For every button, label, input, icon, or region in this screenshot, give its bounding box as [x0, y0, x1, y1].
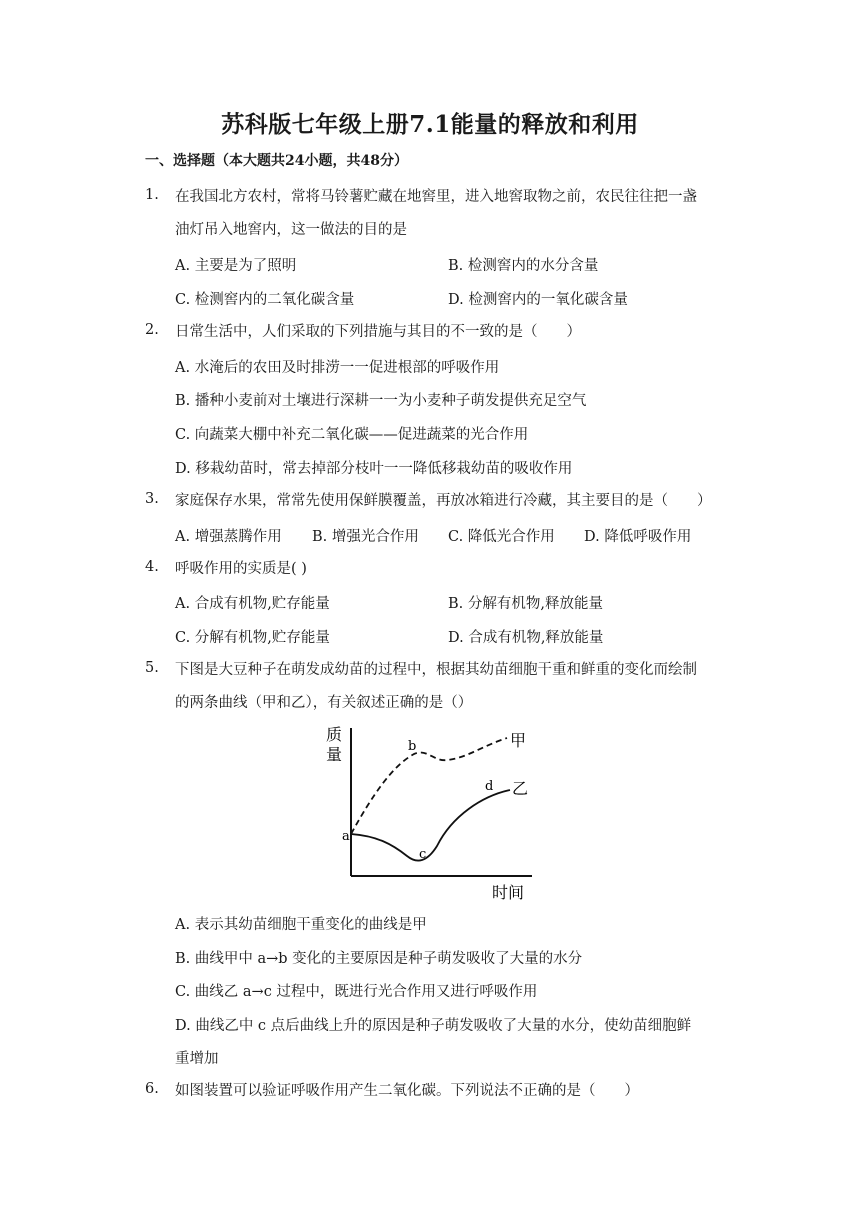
option-c: C. 分解有机物,贮存能量: [175, 630, 330, 646]
option-b: B. 播种小麦前对土壤进行深耕一一为小麦种子萌发提供充足空气: [175, 393, 587, 409]
option-d: D. 移栽幼苗时，常去掉部分枝叶一一降低移栽幼苗的吸收作用: [175, 461, 573, 477]
curve-jia: [351, 738, 507, 834]
question-stem-cont: 的两条曲线（甲和乙），有关叙述正确的是（）: [175, 695, 473, 711]
y-axis-label-1: 质: [326, 725, 343, 744]
curve-jia-label: 甲: [510, 731, 527, 750]
point-b-label: b: [408, 739, 417, 754]
question-number: 4.: [145, 559, 159, 575]
option-d: D. 降低呼吸作用: [584, 529, 692, 545]
option-a: A. 合成有机物,贮存能量: [175, 596, 330, 612]
option-a: A. 主要是为了照明: [175, 258, 297, 274]
point-d-label: d: [485, 779, 494, 794]
question-stem: 下图是大豆种子在萌发成幼苗的过程中，根据其幼苗细胞干重和鲜重的变化而绘制: [175, 662, 697, 678]
option-a: A. 水淹后的农田及时排涝一一促进根部的呼吸作用: [175, 360, 500, 376]
option-a: A. 增强蒸腾作用: [175, 529, 282, 545]
curve-yi: [351, 790, 510, 861]
x-axis-label: 时间: [492, 883, 525, 902]
option-a: A. 表示其幼苗细胞干重变化的曲线是甲: [175, 917, 427, 933]
option-b: B. 分解有机物,释放能量: [448, 596, 603, 612]
question-stem: 日常生活中，人们采取的下列措施与其目的不一致的是（ ）: [175, 324, 581, 340]
question-number: 6.: [145, 1081, 159, 1097]
question-number: 5.: [145, 660, 159, 676]
option-b: B. 曲线甲中 a→b 变化的主要原因是种子萌发吸收了大量的水分: [175, 951, 583, 967]
question-number: 1.: [145, 187, 159, 203]
option-b: B. 检测窖内的水分含量: [448, 258, 599, 274]
question-stem: 如图装置可以验证呼吸作用产生二氧化碳。下列说法不正确的是（ ）: [175, 1083, 639, 1099]
question-number: 3.: [145, 491, 159, 507]
section-heading: 一、选择题（本大题共24小题，共48分）: [145, 153, 408, 169]
page-title: 苏科版七年级上册7.1能量的释放和利用: [221, 111, 639, 138]
point-c-label: c: [419, 847, 427, 862]
option-d: D. 曲线乙中 c 点后曲线上升的原因是种子萌发吸收了大量的水分，使幼苗细胞鲜: [175, 1018, 692, 1034]
option-b: B. 增强光合作用: [312, 529, 419, 545]
mass-time-curve-figure: [322, 716, 542, 906]
option-c: C. 检测窖内的二氧化碳含量: [175, 292, 355, 308]
question-stem-cont: 油灯吊入地窖内，这一做法的目的是: [175, 222, 407, 238]
question-stem: 在我国北方农村，常将马铃薯贮藏在地窖里，进入地窖取物之前，农民往往把一盏: [175, 189, 697, 205]
point-a-label: a: [342, 829, 350, 844]
option-c: C. 向蔬菜大棚中补充二氧化碳——促进蔬菜的光合作用: [175, 427, 529, 443]
option-c: C. 曲线乙 a→c 过程中，既进行光合作用又进行呼吸作用: [175, 984, 538, 1000]
option-d: D. 检测窖内的一氧化碳含量: [448, 292, 628, 308]
curve-yi-label: 乙: [512, 779, 529, 798]
option-d: D. 合成有机物,释放能量: [448, 630, 604, 646]
question-stem: 家庭保存水果，常常先使用保鲜膜覆盖，再放冰箱进行冷藏，其主要目的是（ ）: [175, 493, 712, 509]
option-c: C. 降低光合作用: [448, 529, 555, 545]
y-axis-label-2: 量: [326, 745, 343, 764]
question-number: 2.: [145, 322, 159, 338]
question-stem: 呼吸作用的实质是( ): [175, 561, 307, 577]
option-d-cont: 重增加: [175, 1051, 219, 1067]
